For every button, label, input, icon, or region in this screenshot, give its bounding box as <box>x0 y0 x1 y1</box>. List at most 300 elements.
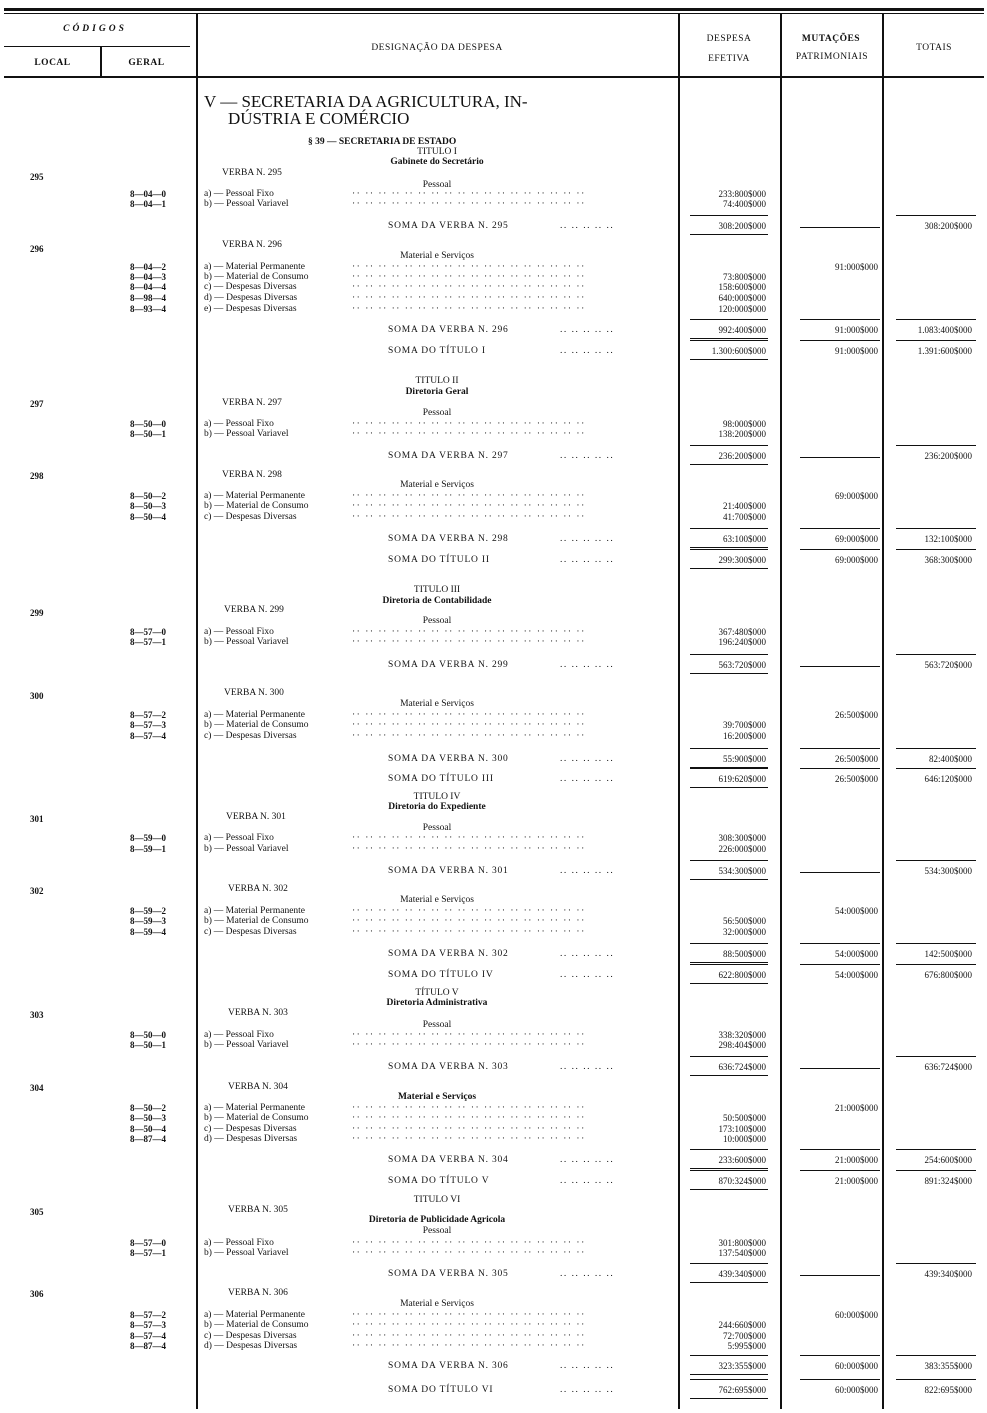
item-desc: d) — Despesas Diversas <box>204 1341 298 1351</box>
geral-code: 8—04—3 <box>130 272 166 282</box>
local-code: 299 <box>30 608 44 618</box>
leader-dots: ·· ·· ·· ·· ·· ·· ·· ·· ·· ·· ·· ·· ·· ·· ·· ·· ·· ·· <box>352 1030 586 1040</box>
local-code: 306 <box>30 1289 44 1299</box>
geral-code: 8—93—4 <box>130 304 166 314</box>
despesa-value: 73:800$000 <box>722 272 766 282</box>
despesa-value: 173:100$000 <box>718 1124 766 1134</box>
rule <box>800 964 880 965</box>
geral-code: 8—57—4 <box>130 1331 166 1341</box>
despesa-value: 32:000$000 <box>722 927 766 937</box>
leader-dots: .. .. .. .. .. <box>560 555 615 565</box>
sum-total: 891:324$000 <box>924 1176 972 1186</box>
sum-despesa: 439:340$000 <box>718 1269 766 1279</box>
mutacao-value: 21:000$000 <box>834 1103 878 1113</box>
header-despesa-1: DESPESA <box>706 34 752 44</box>
section-label: TITULO I <box>417 147 457 157</box>
section-label: Diretoria de Publicidade Agricola <box>368 1215 506 1225</box>
section-label: VERBA N. 300 <box>224 688 284 698</box>
geral-code: 8—57—0 <box>130 1238 166 1248</box>
section-label: TÍTULO V <box>415 988 459 998</box>
despesa-value: 158:600$000 <box>718 282 766 292</box>
sum-despesa: 622:800$000 <box>718 970 766 980</box>
rule <box>690 547 768 548</box>
leader-dots: .. .. .. .. .. <box>560 1155 615 1165</box>
section-label: Pessoal <box>422 180 452 190</box>
geral-code: 8—59—4 <box>130 927 166 937</box>
col-divider-2 <box>196 14 198 1409</box>
item-desc: b) — Pessoal Variavel <box>204 1248 289 1258</box>
item-desc: a) — Pessoal Fixo <box>204 1238 274 1248</box>
col-divider-1 <box>100 46 102 78</box>
section-label: Diretoria do Expediente <box>388 802 486 812</box>
item-desc: a) — Pessoal Fixo <box>204 189 274 199</box>
item-desc: d) — Despesas Diversas <box>204 1134 298 1144</box>
leader-dots: ·· ·· ·· ·· ·· ·· ·· ·· ·· ·· ·· ·· ·· ·· ·· ·· ·· ·· <box>352 627 586 637</box>
item-desc: c) — Despesas Diversas <box>204 1124 297 1134</box>
mutacao-value: 26:500$000 <box>834 710 878 720</box>
sum-despesa: 1.300:600$000 <box>711 346 766 356</box>
rule <box>690 787 768 788</box>
section-label: VERBA N. 303 <box>228 1008 288 1018</box>
sum-despesa: 636:724$000 <box>718 1062 766 1072</box>
sum-mutacao: 91:000$000 <box>834 346 878 356</box>
sum-despesa: 762:695$000 <box>718 1385 766 1395</box>
sum-label: SOMA DO TÍTULO V <box>388 1176 490 1186</box>
rule <box>690 654 768 655</box>
sum-mutacao: 21:000$000 <box>834 1155 878 1165</box>
rule <box>896 215 976 216</box>
section-label: Pessoal <box>422 1020 452 1030</box>
despesa-value: 244:660$000 <box>718 1320 766 1330</box>
rule <box>800 1149 880 1150</box>
geral-code: 8—59—1 <box>130 844 166 854</box>
rule <box>690 338 768 339</box>
leader-dots: ·· ·· ·· ·· ·· ·· ·· ·· ·· ·· ·· ·· ·· ·· ·· ·· ·· ·· <box>352 1310 586 1320</box>
sum-mutacao: 91:000$000 <box>834 325 878 335</box>
rule <box>896 1355 976 1356</box>
sum-mutacao: 54:000$000 <box>834 949 878 959</box>
geral-code: 8—04—1 <box>130 199 166 209</box>
leader-dots: .. .. .. .. .. <box>560 866 615 876</box>
section-label: Pessoal <box>422 616 452 626</box>
mutacao-value: 69:000$000 <box>834 491 878 501</box>
leader-dots: ·· ·· ·· ·· ·· ·· ·· ·· ·· ·· ·· ·· ·· ·· ·· ·· ·· ·· <box>352 419 586 429</box>
sum-mutacao: 26:500$000 <box>834 754 878 764</box>
leader-dots: .. .. .. .. .. <box>560 1062 615 1072</box>
sum-total: 308:200$000 <box>924 221 972 231</box>
rule <box>690 673 768 674</box>
sum-mutacao: 26:500$000 <box>834 774 878 784</box>
geral-code: 8—50—3 <box>130 1113 166 1123</box>
despesa-value: 72:700$000 <box>722 1331 766 1341</box>
col-divider-4 <box>780 14 782 1409</box>
section-label: VERBA N. 304 <box>228 1082 288 1092</box>
item-desc: c) — Despesas Diversas <box>204 927 297 937</box>
local-code: 296 <box>30 244 44 254</box>
geral-code: 8—57—2 <box>130 710 166 720</box>
rule <box>690 1149 768 1150</box>
section-label: VERBA N. 302 <box>228 884 288 894</box>
section-label: VERBA N. 301 <box>226 812 286 822</box>
despesa-value: 120:000$000 <box>718 304 766 314</box>
leader-dots: .. .. .. .. .. <box>560 1361 615 1371</box>
rule <box>690 1075 768 1076</box>
rule <box>690 1282 768 1283</box>
sum-despesa: 992:400$000 <box>718 325 766 335</box>
local-code: 295 <box>30 172 44 182</box>
item-desc: b) — Material de Consumo <box>204 272 309 282</box>
geral-code: 8—57—1 <box>130 1248 166 1258</box>
leader-dots: ·· ·· ·· ·· ·· ·· ·· ·· ·· ·· ·· ·· ·· ·· ·· ·· ·· ·· <box>352 1238 586 1248</box>
item-desc: d) — Despesas Diversas <box>204 293 298 303</box>
sum-label: SOMA DO TÍTULO II <box>388 555 490 565</box>
rule <box>690 340 768 341</box>
rule <box>690 1263 768 1264</box>
item-desc: b) — Pessoal Variavel <box>204 199 289 209</box>
item-desc: b) — Material de Consumo <box>204 1320 309 1330</box>
sum-despesa: 236:200$000 <box>718 451 766 461</box>
item-desc: c) — Despesas Diversas <box>204 1331 297 1341</box>
item-desc: a) — Material Permanente <box>204 906 306 916</box>
rule <box>800 319 880 320</box>
rule <box>800 457 880 458</box>
rule <box>690 768 768 769</box>
leader-dots: .. .. .. .. .. <box>560 774 615 784</box>
sum-despesa: 55:900$000 <box>722 754 766 764</box>
leader-dots: .. .. .. .. .. <box>560 754 615 764</box>
section-label: VERBA N. 306 <box>228 1288 288 1298</box>
rule <box>690 215 768 216</box>
col-divider-5 <box>882 14 884 1409</box>
rule <box>690 464 768 465</box>
section-label: Material e Serviços <box>400 1299 474 1309</box>
rule <box>690 1168 768 1169</box>
geral-code: 8—50—1 <box>130 429 166 439</box>
item-desc: b) — Pessoal Variavel <box>204 1040 289 1050</box>
rule <box>896 748 976 749</box>
section-label: TITULO II <box>415 376 459 386</box>
leader-dots: .. .. .. .. .. <box>560 949 615 959</box>
rule <box>896 1170 976 1171</box>
sum-total: 142:500$000 <box>924 949 972 959</box>
rule <box>690 1398 768 1399</box>
item-desc: c) — Despesas Diversas <box>204 731 297 741</box>
sum-despesa: 299:300$000 <box>718 555 766 565</box>
item-desc: c) — Despesas Diversas <box>204 512 297 522</box>
item-desc: a) — Material Permanente <box>204 262 306 272</box>
sum-despesa: 233:600$000 <box>718 1155 766 1165</box>
section-label: Diretoria Geral <box>405 387 469 397</box>
section-label: VERBA N. 299 <box>224 605 284 615</box>
section-label: Diretoria de Contabilidade <box>382 596 492 606</box>
item-desc: a) — Material Permanente <box>204 1103 306 1113</box>
local-code: 305 <box>30 1207 44 1217</box>
sum-mutacao: 21:000$000 <box>834 1176 878 1186</box>
item-desc: e) — Despesas Diversas <box>204 304 297 314</box>
section-label: Gabinete do Secretário <box>390 157 484 167</box>
sum-label: SOMA DA VERBA N. 299 <box>388 660 509 670</box>
leader-dots: ·· ·· ·· ·· ·· ·· ·· ·· ·· ·· ·· ·· ·· ·· ·· ·· ·· ·· <box>352 1124 586 1134</box>
section-label: VERBA N. 297 <box>222 398 282 408</box>
sum-mutacao: 60:000$000 <box>834 1385 878 1395</box>
sum-despesa: 563:720$000 <box>718 660 766 670</box>
rule <box>690 1170 768 1171</box>
item-desc: b) — Material de Consumo <box>204 916 309 926</box>
leader-dots: ·· ·· ·· ·· ·· ·· ·· ·· ·· ·· ·· ·· ·· ·· ·· ·· ·· ·· <box>352 491 586 501</box>
sum-label: SOMA DA VERBA N. 297 <box>388 451 509 461</box>
sum-label: SOMA DA VERBA N. 305 <box>388 1269 509 1279</box>
mutacao-value: 54:000$000 <box>834 906 878 916</box>
section-label: Diretoria Administrativa <box>386 998 488 1008</box>
rule <box>896 528 976 529</box>
local-code: 302 <box>30 886 44 896</box>
rule <box>690 1379 768 1380</box>
geral-code: 8—50—3 <box>130 501 166 511</box>
despesa-value: 137:540$000 <box>718 1248 766 1258</box>
top-rule-thin <box>4 13 984 14</box>
rule <box>690 445 768 446</box>
geral-code: 8—57—3 <box>130 720 166 730</box>
rule <box>690 1374 768 1375</box>
sum-label: SOMA DA VERBA N. 303 <box>388 1062 509 1072</box>
leader-dots: ·· ·· ·· ·· ·· ·· ·· ·· ·· ·· ·· ·· ·· ·· ·· ·· ·· ·· <box>352 720 586 730</box>
rule <box>800 1355 880 1356</box>
item-desc: a) — Material Permanente <box>204 491 306 501</box>
rule <box>690 1355 768 1356</box>
rule <box>800 340 880 341</box>
leader-dots: ·· ·· ·· ·· ·· ·· ·· ·· ·· ·· ·· ·· ·· ·· ·· ·· ·· ·· <box>352 272 586 282</box>
section-label: Material e Serviços <box>400 699 474 709</box>
local-code: 300 <box>30 691 44 701</box>
leader-dots: ·· ·· ·· ·· ·· ·· ·· ·· ·· ·· ·· ·· ·· ·· ·· ·· ·· ·· <box>352 262 586 272</box>
sum-label: SOMA DA VERBA N. 300 <box>388 754 509 764</box>
rule <box>690 962 768 963</box>
section-label: VERBA N. 295 <box>222 168 282 178</box>
geral-code: 8—04—4 <box>130 282 166 292</box>
sum-total: 236:200$000 <box>924 451 972 461</box>
item-desc: b) — Pessoal Variavel <box>204 429 289 439</box>
geral-code: 8—04—2 <box>130 262 166 272</box>
despesa-value: 74:400$000 <box>722 199 766 209</box>
despesa-value: 196:240$000 <box>718 637 766 647</box>
sum-total: 1.083:400$000 <box>917 325 972 335</box>
despesa-value: 367:480$000 <box>718 627 766 637</box>
sum-label: SOMA DO TÍTULO VI <box>388 1385 494 1395</box>
sum-total: 254:600$000 <box>924 1155 972 1165</box>
section-label: Pessoal <box>422 1226 452 1236</box>
leader-dots: ·· ·· ·· ·· ·· ·· ·· ·· ·· ·· ·· ·· ·· ·· ·· ·· ·· ·· <box>352 1341 586 1351</box>
leader-dots: ·· ·· ·· ·· ·· ·· ·· ·· ·· ·· ·· ·· ·· ·· ·· ·· ·· ·· <box>352 429 586 439</box>
rule <box>690 1056 768 1057</box>
sum-label: SOMA DA VERBA N. 301 <box>388 866 509 876</box>
leader-dots: .. .. .. .. .. <box>560 1269 615 1279</box>
geral-code: 8—57—1 <box>130 637 166 647</box>
rule <box>690 568 768 569</box>
header-designacao: DESIGNAÇÃO DA DESPESA <box>371 43 503 53</box>
rule <box>800 748 880 749</box>
header-codigos: CÓDIGOS <box>63 24 127 34</box>
geral-code: 8—59—2 <box>130 906 166 916</box>
sum-mutacao: 69:000$000 <box>834 534 878 544</box>
despesa-value: 41:700$000 <box>722 512 766 522</box>
rule <box>800 549 880 550</box>
geral-code: 8—57—2 <box>130 1310 166 1320</box>
leader-dots: .. .. .. .. .. <box>560 346 615 356</box>
geral-code: 8—50—1 <box>130 1040 166 1050</box>
sum-mutacao: 60:000$000 <box>834 1361 878 1371</box>
rule <box>896 943 976 944</box>
leader-dots: .. .. .. .. .. <box>560 1385 615 1395</box>
leader-dots: ·· ·· ·· ·· ·· ·· ·· ·· ·· ·· ·· ·· ·· ·· ·· ·· ·· ·· <box>352 1320 586 1330</box>
despesa-value: 39:700$000 <box>722 720 766 730</box>
leader-dots: ·· ·· ·· ·· ·· ·· ·· ·· ·· ·· ·· ·· ·· ·· ·· ·· ·· ·· <box>352 710 586 720</box>
sum-despesa: 63:100$000 <box>722 534 766 544</box>
despesa-value: 16:200$000 <box>722 731 766 741</box>
leader-dots: .. .. .. .. .. <box>560 660 615 670</box>
leader-dots: ·· ·· ·· ·· ·· ·· ·· ·· ·· ·· ·· ·· ·· ·· ·· ·· ·· ·· <box>352 844 586 854</box>
leader-dots: ·· ·· ·· ·· ·· ·· ·· ·· ·· ·· ·· ·· ·· ·· ·· ·· ·· ·· <box>352 282 586 292</box>
leader-dots: .. .. .. .. .. <box>560 534 615 544</box>
leader-dots: .. .. .. .. .. <box>560 1176 615 1186</box>
sum-despesa: 88:500$000 <box>722 949 766 959</box>
despesa-value: 56:500$000 <box>722 916 766 926</box>
despesa-value: 233:800$000 <box>718 189 766 199</box>
section-label: TITULO VI <box>413 1195 461 1205</box>
section-label: TITULO IV <box>413 792 461 802</box>
rule <box>690 983 768 984</box>
sum-label: SOMA DA VERBA N. 298 <box>388 534 509 544</box>
section-label: Material e Serviços <box>400 480 474 490</box>
item-desc: a) — Material Permanente <box>204 1310 306 1320</box>
geral-code: 8—50—2 <box>130 1103 166 1113</box>
rule <box>690 1189 768 1190</box>
sum-total: 822:695$000 <box>924 1385 972 1395</box>
rule <box>896 319 976 320</box>
despesa-value: 98:000$000 <box>722 419 766 429</box>
local-code: 303 <box>30 1010 44 1020</box>
leader-dots: ·· ·· ·· ·· ·· ·· ·· ·· ·· ·· ·· ·· ·· ·· ·· ·· ·· ·· <box>352 199 586 209</box>
sum-despesa: 534:300$000 <box>718 866 766 876</box>
top-rule <box>4 8 984 11</box>
rule <box>896 340 976 341</box>
leader-dots: ·· ·· ·· ·· ·· ·· ·· ·· ·· ·· ·· ·· ·· ·· ·· ·· ·· ·· <box>352 731 586 741</box>
geral-code: 8—50—2 <box>130 491 166 501</box>
geral-code: 8—87—4 <box>130 1341 166 1351</box>
section-label: Material e Serviços <box>400 895 474 905</box>
geral-code: 8—50—0 <box>130 419 166 429</box>
rule <box>896 654 976 655</box>
leader-dots: ·· ·· ·· ·· ·· ·· ·· ·· ·· ·· ·· ·· ·· ·· ·· ·· ·· ·· <box>352 1331 586 1341</box>
despesa-value: 50:500$000 <box>722 1113 766 1123</box>
rule <box>690 549 768 550</box>
header-rule <box>4 76 984 78</box>
leader-dots: ·· ·· ·· ·· ·· ·· ·· ·· ·· ·· ·· ·· ·· ·· ·· ·· ·· ·· <box>352 1040 586 1050</box>
rule <box>800 528 880 529</box>
sum-total: 383:355$000 <box>924 1361 972 1371</box>
header-totais: TOTAIS <box>916 43 952 53</box>
sum-mutacao: 69:000$000 <box>834 555 878 565</box>
rule <box>800 1170 880 1171</box>
rule <box>800 1379 880 1380</box>
local-code: 297 <box>30 399 44 409</box>
rule <box>896 860 976 861</box>
sum-label: SOMA DA VERBA N. 295 <box>388 221 509 231</box>
geral-code: 8—57—4 <box>130 731 166 741</box>
sum-label: SOMA DO TÍTULO I <box>388 346 486 356</box>
sum-mutacao: 54:000$000 <box>834 970 878 980</box>
despesa-value: 640:000$000 <box>718 293 766 303</box>
section-label: VERBA N. 298 <box>222 470 282 480</box>
mutacao-value: 60:000$000 <box>834 1310 878 1320</box>
sum-label: SOMA DA VERBA N. 302 <box>388 949 509 959</box>
geral-code: 8—87—4 <box>130 1134 166 1144</box>
leader-dots: ·· ·· ·· ·· ·· ·· ·· ·· ·· ·· ·· ·· ·· ·· ·· ·· ·· ·· <box>352 1248 586 1258</box>
despesa-value: 338:320$000 <box>718 1030 766 1040</box>
leader-dots: ·· ·· ·· ·· ·· ·· ·· ·· ·· ·· ·· ·· ·· ·· ·· ·· ·· ·· <box>352 304 586 314</box>
section-label: Material e Serviços <box>400 251 474 261</box>
leader-dots: ·· ·· ·· ·· ·· ·· ·· ·· ·· ·· ·· ·· ·· ·· ·· ·· ·· ·· <box>352 833 586 843</box>
item-desc: c) — Despesas Diversas <box>204 282 297 292</box>
geral-code: 8—04—0 <box>130 189 166 199</box>
sum-label: SOMA DA VERBA N. 304 <box>388 1155 509 1165</box>
despesa-value: 138:200$000 <box>718 429 766 439</box>
rule <box>800 227 880 228</box>
local-code: 298 <box>30 471 44 481</box>
sum-label: SOMA DO TÍTULO III <box>388 774 494 784</box>
sum-total: 534:300$000 <box>924 866 972 876</box>
rule <box>690 748 768 749</box>
rule <box>800 872 880 873</box>
despesa-value: 298:404$000 <box>718 1040 766 1050</box>
item-desc: a) — Pessoal Fixo <box>204 627 274 637</box>
despesa-value: 308:300$000 <box>718 833 766 843</box>
sum-total: 646:120$000 <box>924 774 972 784</box>
sum-label: SOMA DO TÍTULO IV <box>388 970 494 980</box>
item-desc: a) — Pessoal Fixo <box>204 419 274 429</box>
rule <box>800 1068 880 1069</box>
header-geral: GERAL <box>128 58 165 68</box>
section-label: VERBA N. 296 <box>222 240 282 250</box>
leader-dots: .. .. .. .. .. <box>560 221 615 231</box>
section-title: § 39 — SECRETARIA DE ESTADO <box>308 137 457 147</box>
rule <box>690 319 768 320</box>
rule <box>896 1379 976 1380</box>
rule <box>896 445 976 446</box>
despesa-value: 21:400$000 <box>722 501 766 511</box>
rule <box>690 234 768 235</box>
rule <box>896 1263 976 1264</box>
item-desc: b) — Pessoal Variavel <box>204 844 289 854</box>
sum-total: 563:720$000 <box>924 660 972 670</box>
header-despesa-2: EFETIVA <box>708 54 750 64</box>
rule <box>690 879 768 880</box>
geral-code: 8—59—0 <box>130 833 166 843</box>
leader-dots: .. .. .. .. .. <box>560 970 615 980</box>
despesa-value: 226:000$000 <box>718 844 766 854</box>
header-mutacoes-1: MUTAÇÕES <box>801 34 861 44</box>
header-mutacoes-2: PATRIMONIAIS <box>795 52 869 62</box>
geral-code: 8—50—4 <box>130 512 166 522</box>
item-desc: a) — Pessoal Fixo <box>204 833 274 843</box>
rule <box>690 359 768 360</box>
rule <box>896 1149 976 1150</box>
rule <box>896 1056 976 1057</box>
sum-despesa: 308:200$000 <box>718 221 766 231</box>
leader-dots: ·· ·· ·· ·· ·· ·· ·· ·· ·· ·· ·· ·· ·· ·· ·· ·· ·· ·· <box>352 1103 586 1113</box>
rule <box>690 528 768 529</box>
item-desc: b) — Material de Consumo <box>204 501 309 511</box>
section-label: Pessoal <box>422 823 452 833</box>
